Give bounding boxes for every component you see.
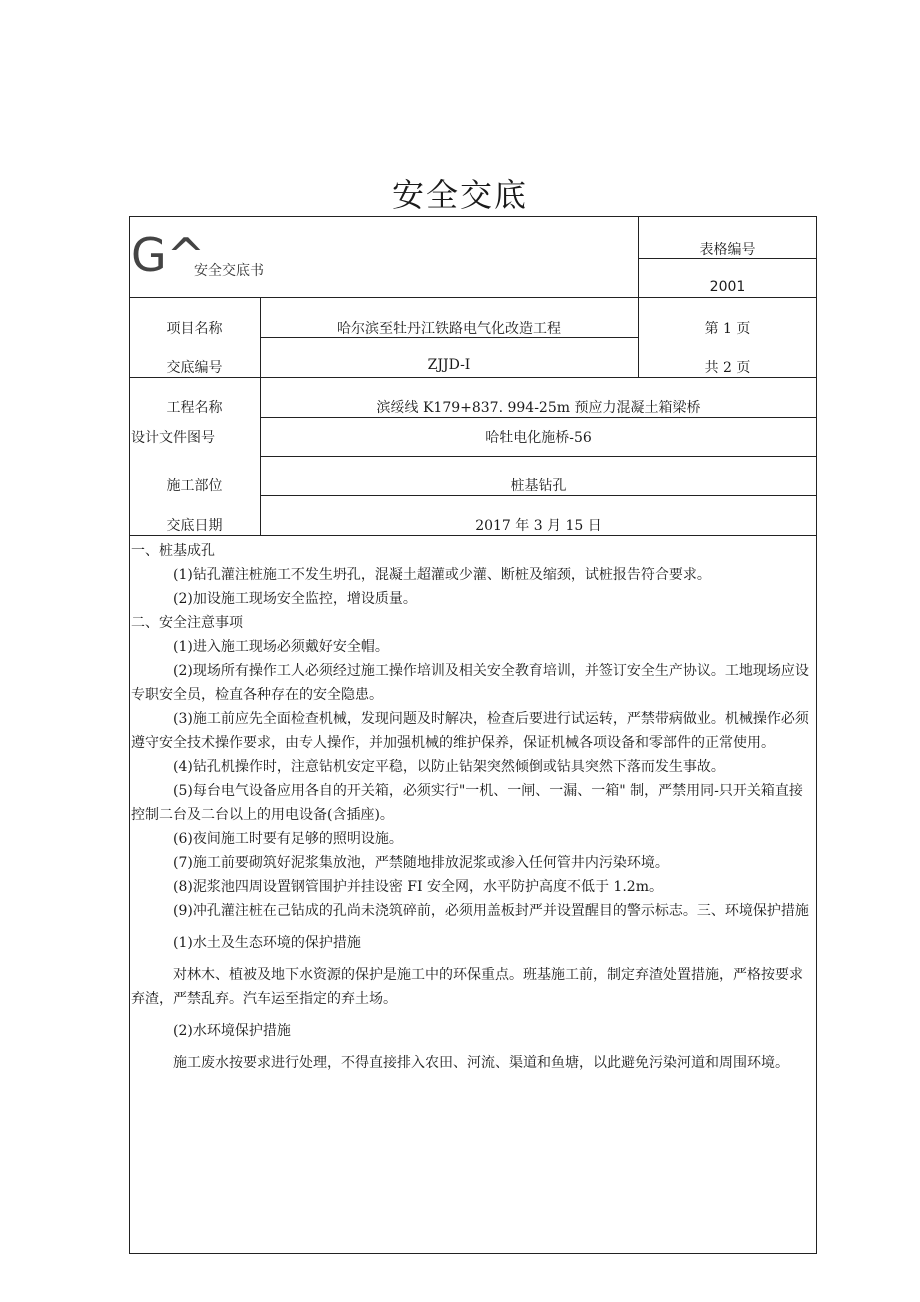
briefing-content bbox=[131, 539, 815, 1075]
paragraph: (7)施工前要砌筑好泥浆集放池，严禁随地排放泥浆或渗入任何管井内污染环境。 bbox=[173, 855, 669, 871]
design-drawing-label: 设计文件图号 bbox=[131, 430, 215, 446]
brief-number-label: 交底编号 bbox=[166, 360, 223, 376]
paragraph: 施工废水按要求进行处理，不得直接排入农田、河流、渠道和鱼塘，以此避免污染河道和周围环境。 bbox=[173, 1055, 789, 1071]
sub-heading: (1)水土及生态环境的保护措施 bbox=[173, 935, 361, 951]
paragraph: (1)钻孔灌注桩施工不发生坍孔，混凝土超灌或少灌、断桩及缩颈，试桩报告符合要求。 bbox=[173, 567, 711, 583]
project-name-label: 项目名称 bbox=[166, 321, 223, 337]
row-divider bbox=[129, 297, 817, 298]
date-value: 2017 年 3 月 15 日 bbox=[475, 518, 602, 534]
paragraph: 对林木、植被及地下水资源的保护是施工中的环保重点。班基施工前，制定弃渣处置措施，严格按要求弃渣，严禁乱弃。汽车运至指定的弃土场。 bbox=[131, 967, 803, 1007]
row-divider bbox=[260, 417, 817, 418]
document-title: 安全交底 bbox=[391, 176, 528, 214]
paragraph: (9)冲孔灌注桩在己钻成的孔尚未浇筑碎前，必须用盖板封严并设置醒目的警示标志。三、环境保护措施 bbox=[173, 903, 809, 919]
paragraph: (5)每台电气设备应用各自的开关箱，必须实行"一机、一闸、一漏、一箱" 制，严禁用同-只开关箱直接控制二台及二台以上的用电设备(含插座)。 bbox=[131, 783, 803, 823]
logo-caption: 安全交底书 bbox=[194, 263, 264, 279]
sub-heading: (2)水环境保护措施 bbox=[173, 1023, 291, 1039]
company-logo: G^ bbox=[131, 228, 206, 282]
paragraph: (4)钻孔机操作时，注意钻机安定平稳，以防止钻架突然倾倒或钻具突然下落而发生事故。 bbox=[173, 759, 725, 775]
paragraph: (6)夜间施工时要有足够的照明设施。 bbox=[173, 831, 403, 847]
paragraph: (3)施工前应先全面检查机械，发现问题及时解决，检查后要进行试运转，严禁带病做业。机械操作必须遵守安全技术操作要求，由专人操作，并加强机械的维护保养，保证机械各项设备和零部件的正常使用。 bbox=[131, 711, 809, 751]
form-number-label: 表格编号 bbox=[699, 242, 756, 258]
paragraph: (1)进入施工现场必须戴好安全帽。 bbox=[173, 639, 389, 655]
row-divider bbox=[260, 495, 817, 496]
form-number-value: 2001 bbox=[709, 279, 746, 295]
date-label: 交底日期 bbox=[166, 518, 223, 534]
brief-number-value: ZJJD-I bbox=[427, 357, 471, 373]
work-name-label: 工程名称 bbox=[166, 400, 223, 416]
row-divider bbox=[129, 377, 817, 378]
total-pages: 共 2 页 bbox=[704, 360, 751, 376]
row-divider bbox=[260, 456, 817, 457]
project-name-value: 哈尔滨至牡丹江铁路电气化改造工程 bbox=[337, 321, 561, 337]
page-number: 第 1 页 bbox=[704, 321, 751, 337]
row-divider bbox=[129, 535, 817, 536]
section-heading: 一、桩基成孔 bbox=[131, 543, 215, 559]
design-drawing-value: 哈牡电化施桥-56 bbox=[485, 430, 592, 446]
paragraph: (8)泥浆池四周设置钢管围护并挂设密 FI 安全网，水平防护高度不低于 1.2m。 bbox=[173, 879, 663, 895]
paragraph: (2)现场所有操作工人必须经过施工操作培训及相关安全教育培训，并签订安全生产协议。工地现场应设专职安全员，检直各种存在的安全隐患。 bbox=[131, 663, 809, 703]
location-label: 施工部位 bbox=[166, 478, 223, 494]
paragraph: (2)加设施工现场安全监控，增设质量。 bbox=[173, 591, 417, 607]
work-name-value: 滨绥线 K179+837. 994-25m 预应力混凝土箱梁桥 bbox=[376, 400, 701, 416]
location-value: 桩基钻孔 bbox=[510, 478, 567, 494]
section-heading: 二、安全注意事项 bbox=[131, 615, 243, 631]
